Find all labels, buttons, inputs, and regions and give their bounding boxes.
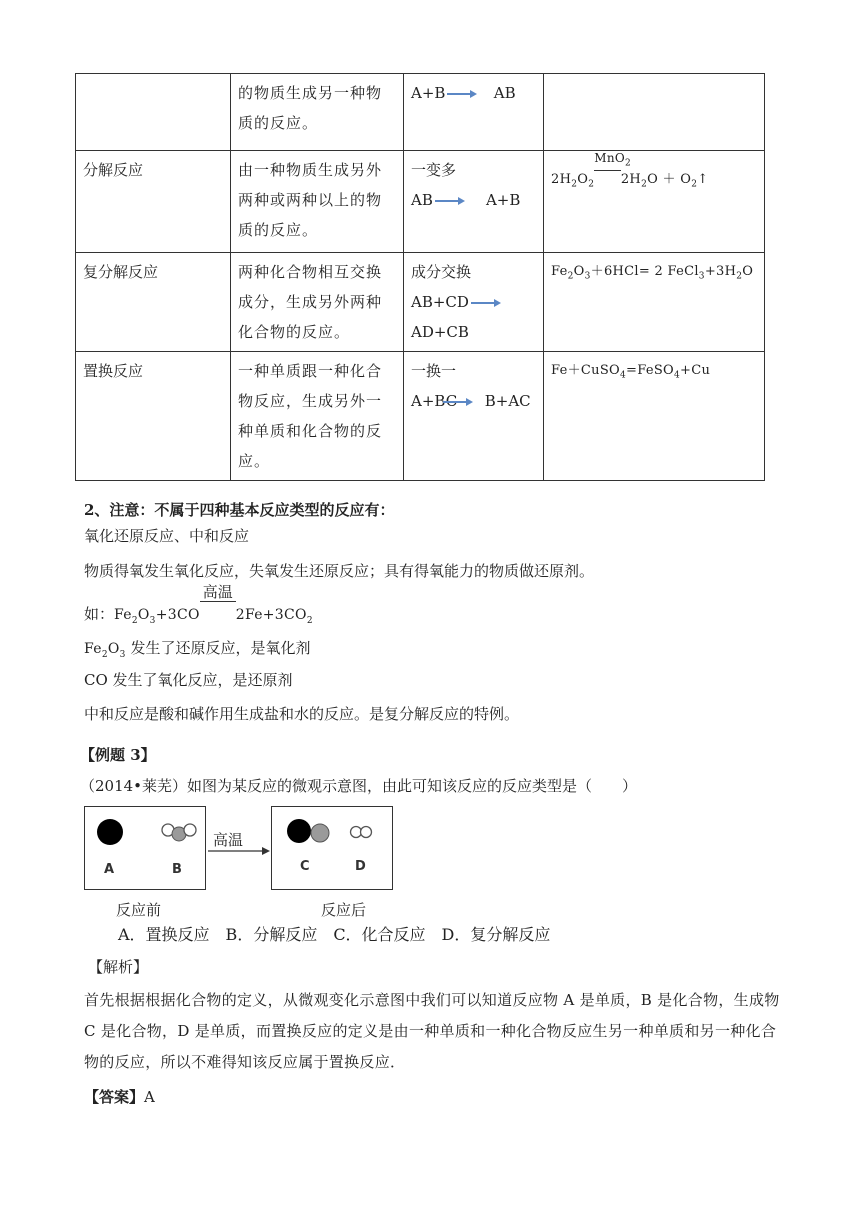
reaction-pattern — [404, 253, 544, 352]
reaction-name — [76, 74, 231, 151]
pattern-label: 成分交换 — [411, 263, 472, 281]
pattern-left: A+BC — [411, 392, 458, 410]
reaction-arrow-icon — [208, 845, 270, 857]
section-2-line-5: CO 发生了氧化反应，是还原剂 — [84, 671, 293, 689]
catalyst-label: MnO$_2$ — [594, 151, 621, 171]
reaction-example — [544, 253, 765, 352]
atom-c1-icon — [287, 819, 311, 843]
atom-a-icon — [97, 819, 123, 845]
reaction-types-table — [75, 73, 765, 481]
section-2-line-6: 中和反应是酸和碱作用生成盐和水的反应。是复分解反应的特例。 — [84, 705, 520, 723]
pattern-left: AB+CD — [411, 293, 469, 311]
reaction-definition: 由一种物质生成另外两种或两种以上的物质的反应。 — [231, 151, 404, 253]
section-2-heading: 2、注意：不属于四种基本反应类型的反应有： — [84, 501, 395, 519]
reaction-pattern — [404, 151, 544, 253]
atom-b3-icon — [184, 824, 196, 836]
single-displacement-equation: Fe＋CuSO$_4$=FeSO$_4$+Cu — [551, 363, 711, 381]
reaction-name: 分解反应 — [76, 151, 231, 253]
table-row — [76, 74, 765, 151]
atom-d2-icon — [361, 827, 372, 838]
arrow-icon — [447, 89, 477, 99]
label-b: B — [172, 862, 182, 877]
decomposition-equation: $2H_2O_2$ MnO$_2$ $2H_2O$ ＋ $O_2↑$ — [551, 151, 709, 190]
before-caption: 反应前 — [116, 901, 162, 919]
pattern-label: 一变多 — [411, 161, 457, 179]
example-3-question: （2014•莱芜）如图为某反应的微观示意图，由此可知该反应的反应类型是（ ） — [80, 777, 638, 795]
analysis-heading: 【解析】 — [88, 958, 149, 976]
arrow-icon — [471, 298, 501, 308]
section-2-line-1: 氧化还原反应、中和反应 — [84, 527, 250, 545]
reaction-pattern — [404, 74, 544, 151]
label-d: D — [355, 859, 366, 874]
section-2-line-2: 物质得氧发生氧化反应，失氧发生还原反应；具有得氧能力的物质做还原剂。 — [84, 562, 595, 580]
reaction-example — [544, 74, 765, 151]
pattern-right: AD+CB — [411, 323, 469, 341]
arrow-condition-label: 高温 — [213, 831, 244, 849]
analysis-text: 首先根据根据化合物的定义，从微观变化示意图中我们可以知道反应物 A 是单质，B 是化合物，生成物 C 是化合物，D 是单质，而置换反应的定义是由一种单质和一种化合物反应生另一种单质和另一种化合物的反应，所以不难得知该反应属于置换反应． — [84, 991, 780, 1071]
reaction-example — [544, 151, 765, 253]
example-3-heading: 【例题 3】 — [80, 746, 156, 764]
pattern-right: AB — [493, 84, 516, 102]
pattern-right: A+B — [485, 191, 521, 209]
reaction-pattern — [404, 352, 544, 481]
reaction-name: 复分解反应 — [76, 253, 231, 352]
section-2-line-4: $Fe_2O_3$ 发生了还原反应，是氧化剂 — [84, 639, 311, 660]
label-c: C — [300, 859, 310, 874]
table-row — [76, 151, 765, 253]
double-displacement-equation: $Fe_2O_3+6HCl= 2$ $FeCl_3+3H_2O$ — [551, 264, 754, 282]
pattern-label: 一换一 — [411, 362, 457, 380]
reaction-example — [544, 352, 765, 481]
pattern-left: AB — [411, 191, 433, 209]
label-a: A — [104, 862, 115, 877]
arrow-icon — [443, 397, 473, 407]
pattern-left: A+B — [411, 84, 446, 102]
table-row — [76, 352, 765, 481]
answer-value: A — [144, 1088, 155, 1106]
section-2-equation: 如：$Fe_2O_3+3CO$ 高温 $2Fe+3CO_2$ — [84, 583, 313, 626]
reaction-name: 置换反应 — [76, 352, 231, 481]
table-row — [76, 253, 765, 352]
arrow-icon — [435, 196, 465, 206]
reaction-definition: 一种单质跟一种化合物反应，生成另外一种单质和化合物的反应。 — [231, 352, 404, 481]
reaction-definition: 两种化合物相互交换成分，生成另外两种化合物的反应。 — [231, 253, 404, 352]
answer-options: A．置换反应 B．分解反应 C．化合反应 D．复分解反应 — [118, 925, 551, 944]
after-caption: 反应后 — [321, 901, 367, 919]
pattern-right: B+AC — [484, 392, 531, 410]
after-box — [271, 806, 393, 890]
reaction-definition: 的物质生成另一种物质的反应。 — [231, 74, 404, 151]
answer-line: 【答案】A — [84, 1088, 155, 1106]
atom-c2-icon — [311, 824, 329, 842]
condition-label: 高温 — [200, 583, 236, 602]
before-box — [84, 806, 206, 890]
